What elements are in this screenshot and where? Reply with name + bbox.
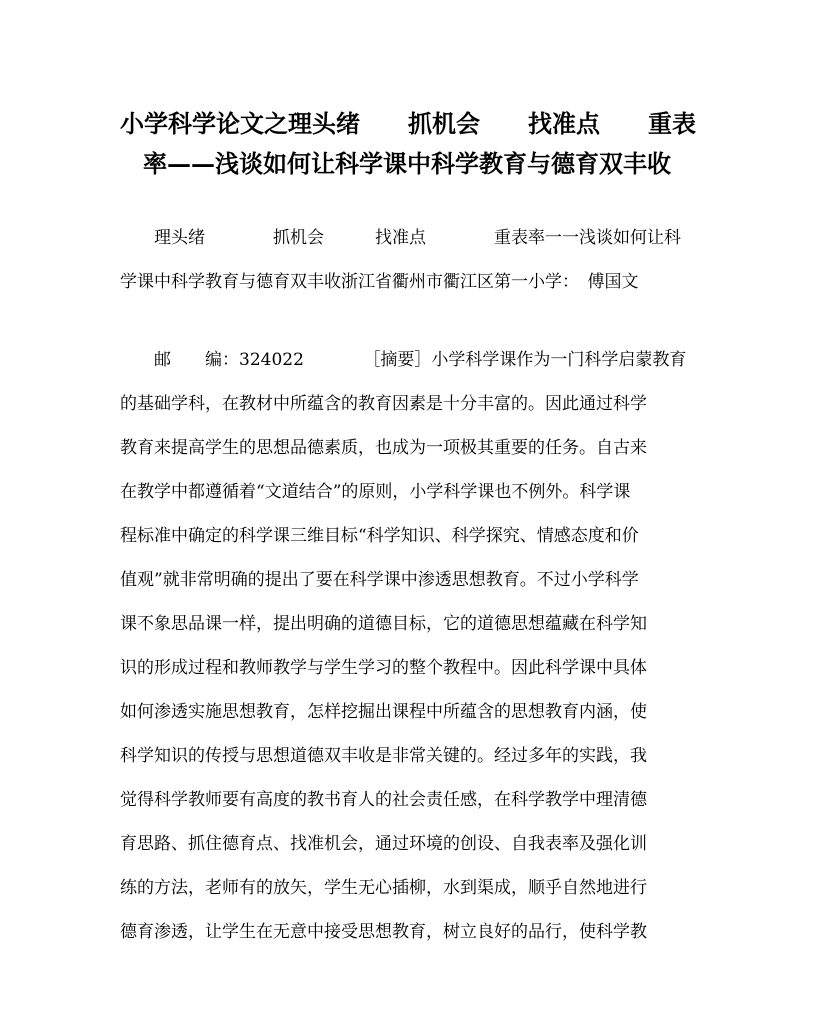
body-line: 课不象思品课一样，提出明确的道德目标，它的道德思想蕴藏在科学知 [120,614,647,634]
body-line: 的基础学科，在教材中所蕴含的教育因素是十分丰富的。因此通过科学 [120,394,647,414]
document-title-line-2: 率——浅谈如何让科学课中科学教育与德育双丰收 [143,149,671,178]
document-title-line-1: 小学科学论文之理头绪 抓机会 找准点 重表 [120,109,696,138]
body-line: 程标准中确定的科学课三维目标“科学知识、科学探究、情感态度和价 [120,526,639,546]
body-line: 练的方法，老师有的放矢，学生无心插柳，水到渠成，顺乎自然地进行 [120,878,647,898]
body-line: 德育渗透，让学生在无意中接受思想教育，树立良好的品行，使科学教 [120,922,647,942]
author-line-1: 理头绪 抓机会 找准点 重表率一一浅谈如何让科 [120,228,681,248]
body-line: 科学知识的传授与思想道德双丰收是非常关键的。经过多年的实践，我 [120,746,647,766]
body-line: 觉得科学教师要有高度的教书育人的社会责任感，在科学教学中理清德 [120,790,647,810]
body-line: 邮 编：324022 ［摘要］小学科学课作为一门科学启蒙教育 [120,350,687,370]
body-line: 识的形成过程和教师教学与学生学习的整个教程中。因此科学课中具体 [120,658,647,678]
body-line: 在教学中都遵循着“文道结合”的原则，小学科学课也不例外。科学课 [120,482,631,502]
author-line-2: 学课中科学教育与德育双丰收浙江省衢州市衢江区第一小学： 傅国文 [120,272,639,292]
body-line: 教育来提高学生的思想品德素质，也成为一项极其重要的任务。自古来 [120,438,647,458]
body-line: 育思路、抓住德育点、找准机会，通过环境的创设、自我表率及强化训 [120,834,647,854]
body-line: 如何渗透实施思想教育，怎样挖掘出课程中所蕴含的思想教育内涵，使 [120,702,647,722]
body-line: 值观”就非常明确的提出了要在科学课中渗透思想教育。不过小学科学 [120,570,639,590]
